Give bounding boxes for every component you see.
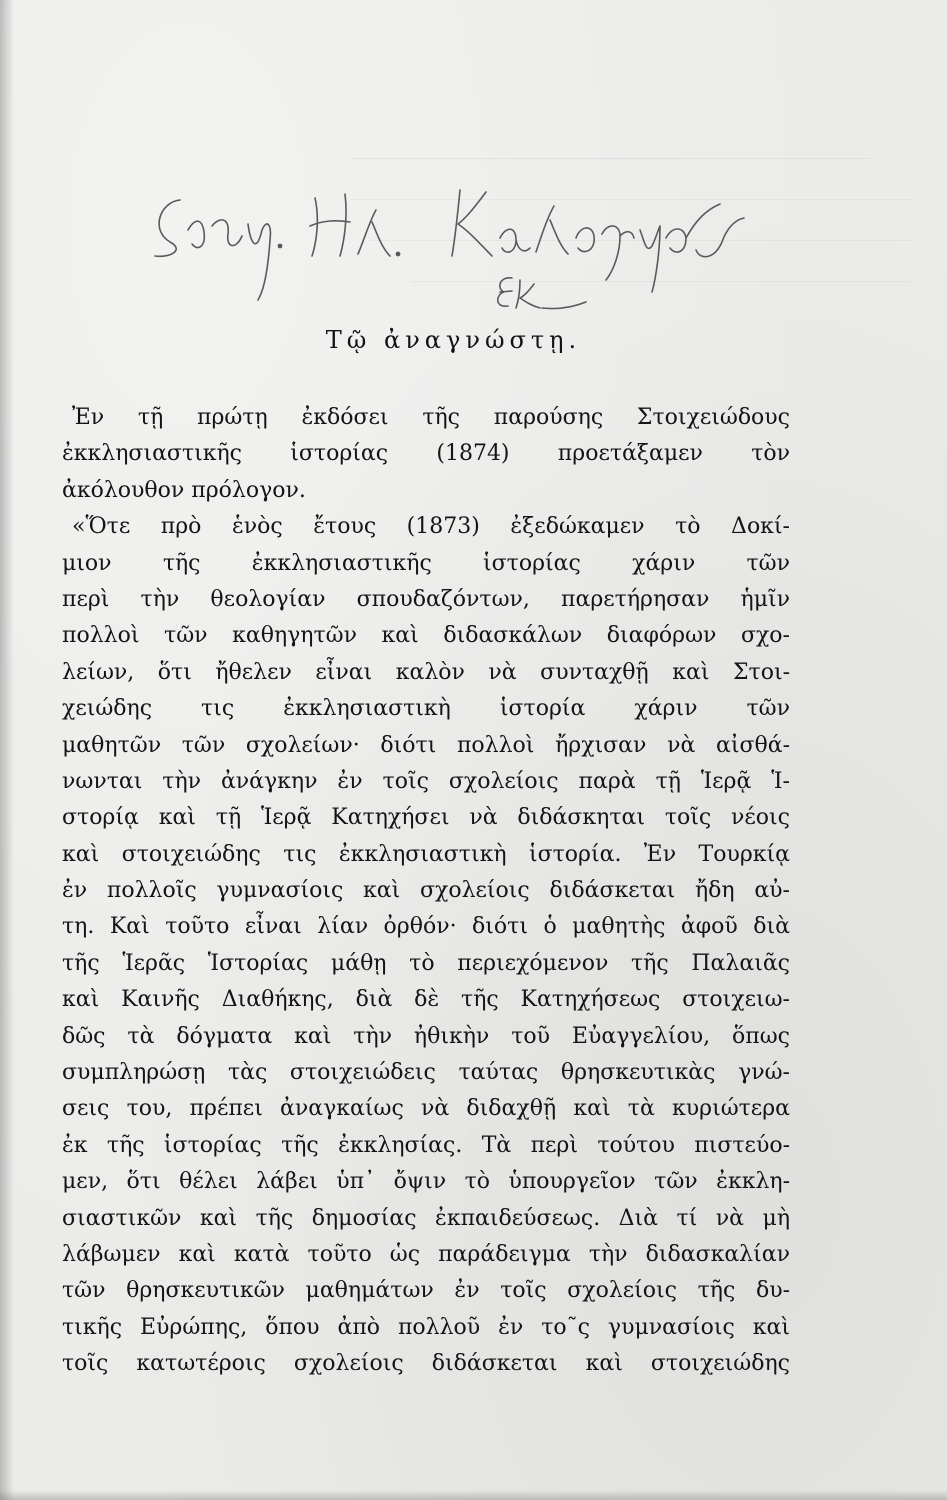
text-line: περὶ τὴν θεολογίαν σπουδαζόντων, παρετήρησαν ἡμῖν	[62, 586, 790, 612]
text-line: λείων, ὅτι ἤθελεν εἶναι καλὸν νὰ συνταχθῇ καὶ Στοι-	[62, 659, 790, 685]
text-line: μαθητῶν τῶν σχολείων· διότι πολλοὶ ἤρχισαν νὰ αἰσθά-	[62, 732, 790, 758]
text-line: δῶς τὰ δόγματα καὶ τὴν ἠθικὴν τοῦ Εὐαγγελίου, ὅπως	[62, 1023, 790, 1049]
text-line: ἐν πολλοῖς γυμνασίοις καὶ σχολείοις διδάσκεται ἤδη αὐ-	[62, 878, 790, 904]
text-line: ἐκ τῆς ἱστορίας τῆς ἐκκλησίας. Τὰ περὶ τούτου πιστεύο-	[62, 1132, 790, 1158]
text-line: τη. Καὶ τοῦτο εἶναι λίαν ὀρθόν· διότι ὁ μαθητὴς ἀφοῦ διὰ	[62, 914, 790, 940]
handwritten-signature	[140, 160, 760, 330]
text-line: συμπληρώσῃ τὰς στοιχειώδεις ταύτας θρησκευτικὰς γνώ-	[62, 1060, 790, 1086]
text-line: στορίᾳ καὶ τῇ Ἱερᾷ Κατηχήσει νὰ διδάσκηται τοῖς νέοις	[62, 805, 790, 831]
body-text	[62, 400, 790, 1383]
text-line: μεν, ὅτι θέλει λάβει ὑπ᾽ ὄψιν τὸ ὑπουργεῖον τῶν ἐκκλη-	[62, 1169, 790, 1195]
page-edge-shadow	[0, 0, 14, 1500]
text-line: καὶ στοιχειώδης τις ἐκκλησιαστικὴ ἱστορία. Ἐν Τουρκίᾳ	[62, 841, 790, 867]
text-line: ἀκόλουθον πρόλογον.	[62, 477, 306, 503]
text-line: τικῆς Εὐρώπης, ὅπου ἀπὸ πολλοῦ ἐν το῀ς γυμνασίοις καὶ	[62, 1314, 790, 1340]
text-line: χειώδης τις ἐκκλησιαστικὴ ἱστορία χάριν τῶν	[62, 696, 790, 722]
text-line: τῆς Ἱερᾶς Ἱστορίας μάθῃ τὸ περιεχόμενον τῆς Παλαιᾶς	[62, 950, 790, 976]
text-line: λάβωμεν καὶ κατὰ τοῦτο ὡς παράδειγμα τὴν διδασκαλίαν	[62, 1241, 790, 1267]
text-line: καὶ Καινῆς Διαθήκης, διὰ δὲ τῆς Κατηχήσεως στοιχειω-	[62, 987, 790, 1013]
text-line: «Ὅτε πρὸ ἑνὸς ἔτους (1873) ἐξεδώκαμεν τὸ Δοκί-	[72, 514, 790, 540]
text-line: ἐκκλησιαστικῆς ἱστορίας (1874) προετάξαμεν τὸν	[62, 441, 790, 467]
text-line: μιον τῆς ἐκκλησιαστικῆς ἱστορίας χάριν τῶν	[62, 550, 790, 576]
text-line: νωνται τὴν ἀνάγκην ἐν τοῖς σχολείοις παρὰ τῇ Ἱερᾷ Ἱ-	[62, 768, 790, 794]
text-line: πολλοὶ τῶν καθηγητῶν καὶ διδασκάλων διαφόρων σχο-	[62, 623, 790, 649]
text-line: Ἐν τῇ πρώτῃ ἐκδόσει τῆς παρούσης Στοιχειώδους	[72, 405, 790, 430]
text-line: τοῖς κατωτέροις σχολείοις διδάσκεται καὶ στοιχειώδης	[62, 1351, 790, 1377]
page-title: Τῷ ἀναγνώστῃ.	[325, 326, 582, 354]
page-bottom-shadow	[0, 1490, 947, 1500]
text-line: σεις του, πρέπει ἀναγκαίως νὰ διδαχθῇ καὶ τὰ κυριώτερα	[62, 1096, 790, 1122]
text-line: τῶν θρησκευτικῶν μαθημάτων ἐν τοῖς σχολείοις τῆς δυ-	[62, 1278, 790, 1304]
text-line: σιαστικῶν καὶ τῆς δημοσίας ἐκπαιδεύσεως. Διὰ τί νὰ μὴ	[62, 1205, 790, 1231]
